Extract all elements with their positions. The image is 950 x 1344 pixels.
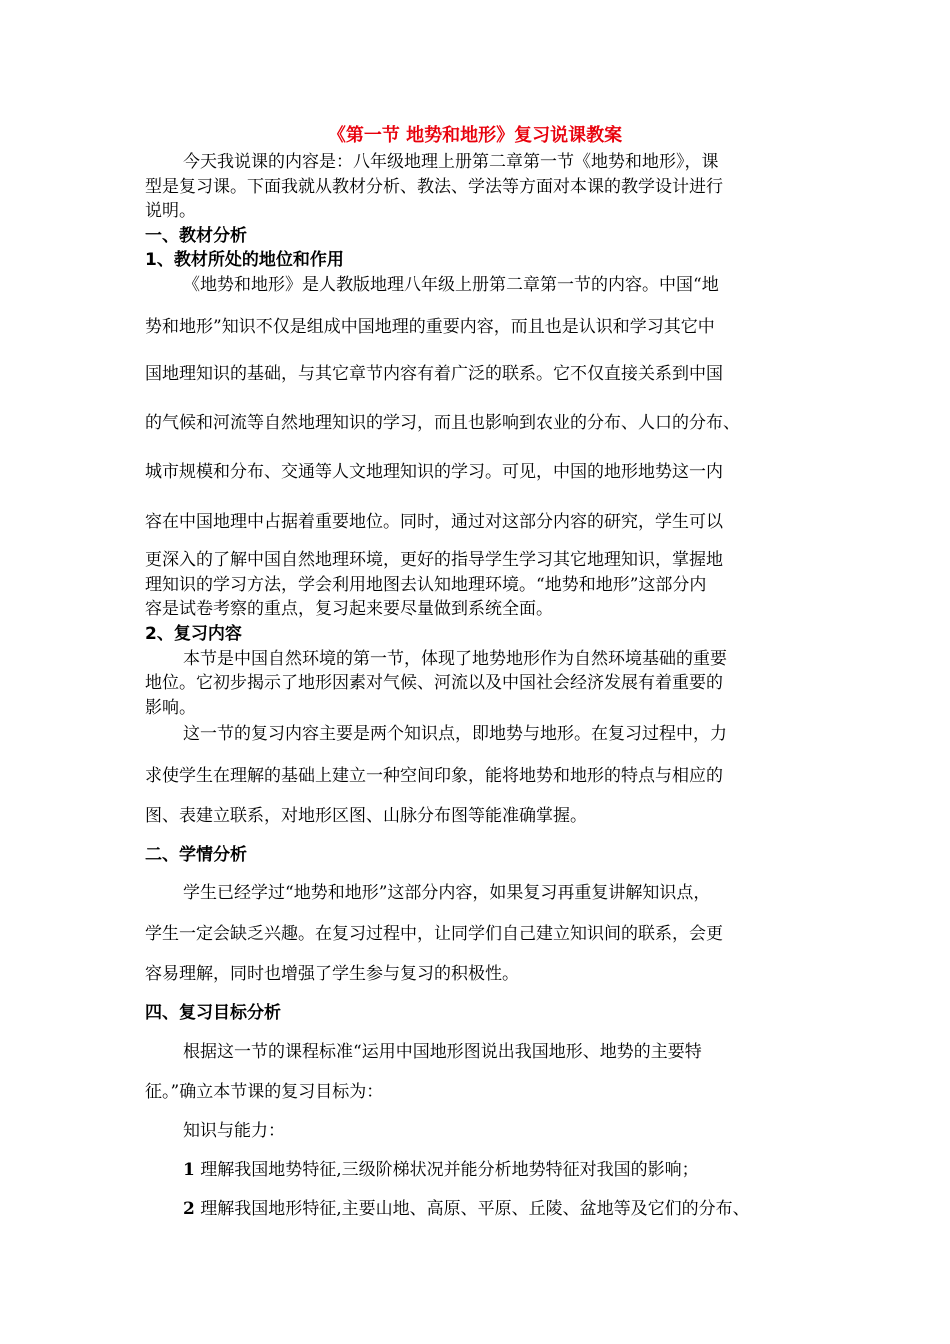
text-run: 内容， bbox=[459, 317, 511, 337]
paragraph-line: 容是试卷考察的重点，复习起来要尽量做到系统全面。 bbox=[145, 599, 553, 619]
paragraph-line: 容易理解，同时也增强了学生参与复习的积极性。 bbox=[145, 964, 519, 984]
subsection-heading-1-1: 1、教材所处的地位和作用 bbox=[145, 250, 344, 270]
text-run: 的气候和河流等自然地理 bbox=[145, 413, 332, 433]
paragraph-line bbox=[145, 511, 723, 533]
text-run: 重要地位。 bbox=[315, 512, 400, 532]
paragraph-line bbox=[145, 412, 740, 434]
text-run: 章节内容 bbox=[349, 364, 417, 384]
section-heading-4: 四、复习目标分析 bbox=[145, 1003, 281, 1023]
text-run: 知识 bbox=[332, 413, 366, 433]
text-run: 占据着 bbox=[264, 512, 315, 532]
subsection-label-knowledge: 知识与能力： bbox=[183, 1121, 285, 1141]
list-item-number: 1 bbox=[183, 1160, 195, 1180]
text-run: 而且也是认识和学习其它中 bbox=[510, 317, 715, 337]
text-run: 知识不仅是组成中国地理的重要 bbox=[221, 317, 460, 337]
list-item-text: 理解我国地形特征,主要山地、高原、平原、丘陵、盆地等及它们的分布、 bbox=[194, 1199, 750, 1219]
text-run: 同时，通过对这部分内容的研究，学生可以 bbox=[400, 512, 723, 532]
list-item bbox=[183, 1198, 750, 1220]
page-title: 《第一节 地势和地形》复习说课教案 bbox=[327, 125, 623, 146]
list-item bbox=[183, 1159, 699, 1181]
text-run: 地势这一内 bbox=[638, 462, 723, 482]
list-item-number: 2 bbox=[183, 1199, 195, 1219]
paragraph-line: 求使学生在理解的基础上建立一种空间印象，能将地势和地形的特点与相应的 bbox=[145, 766, 723, 786]
text-run: 城市规模和分布、交通等人文地理知识的学习。可见，中国的地形 bbox=[145, 462, 638, 482]
paragraph-line: 本节是中国自然环境的第一节，体现了地势地形作为自然环境基础的重要 bbox=[183, 649, 727, 669]
paragraph-line bbox=[145, 461, 723, 483]
paragraph-line: 图、表建立联系，对地形区图、山脉分布图等能准确掌握。 bbox=[145, 806, 587, 826]
paragraph-line: 这一节的复习内容主要是两个知识点，即地势与地形。在复习过程中，力 bbox=[183, 724, 727, 744]
paragraph-line: 《地势和地形》是人教版地理八年级上册第二章第一节的内容。中国“地 bbox=[183, 275, 719, 295]
text-run: 容 bbox=[145, 512, 162, 532]
intro-line-1: 今天我说课的内容是：八年级地理上册第二章第一节《地势和地形》，课 bbox=[183, 152, 719, 172]
paragraph-line: 征。”确立本节课的复习目标为： bbox=[145, 1082, 384, 1102]
intro-line-2: 型是复习课。下面我就从教材分析、教法、学法等方面对本课的教学设计进行 bbox=[145, 177, 723, 197]
paragraph-line: 影响。 bbox=[145, 698, 196, 718]
section-heading-2: 二、学情分析 bbox=[145, 845, 247, 865]
intro-line-3: 说明。 bbox=[145, 201, 196, 221]
paragraph-line: 学生已经学过“地势和地形”这部分内容，如果复习再重复讲解知识点， bbox=[183, 883, 711, 903]
paragraph-line: 学生一定会缺乏兴趣。在复习过程中，让同学们自己建立知识间的联系，会更 bbox=[145, 924, 723, 944]
paragraph-line bbox=[145, 363, 723, 385]
text-run: 势和地形” bbox=[145, 317, 222, 337]
paragraph-line: 根据这一节的课程标准“运用中国地形图说出我国地形、地势的主要特 bbox=[183, 1042, 702, 1062]
list-item-text: 理解我国地势特征,三级阶梯状况并能分析地势特征对我国的影响； bbox=[194, 1160, 699, 1180]
paragraph-line bbox=[145, 316, 715, 338]
paragraph-line: 理知识的学习方法，学会利用地图去认知地理环境。“地势和地形”这部分内 bbox=[145, 575, 707, 595]
subsection-heading-1-2: 2、复习内容 bbox=[145, 624, 242, 644]
text-run: 的学习，而且也影响到农业的分布、人口的分布、 bbox=[366, 413, 740, 433]
text-run: 国地理知识的基础，与其它 bbox=[145, 364, 349, 384]
text-run: 在中国地理中 bbox=[162, 512, 264, 532]
section-heading-1: 一、教材分析 bbox=[145, 226, 247, 246]
paragraph-line: 地位。它初步揭示了地形因素对气候、河流以及中国社会经济发展有着重要的 bbox=[145, 673, 723, 693]
text-run: 有着广泛的联系。它不仅直接关系到中国 bbox=[417, 364, 723, 384]
paragraph-line: 更深入的了解中国自然地理环境，更好的指导学生学习其它地理知识，掌握地 bbox=[145, 550, 723, 570]
